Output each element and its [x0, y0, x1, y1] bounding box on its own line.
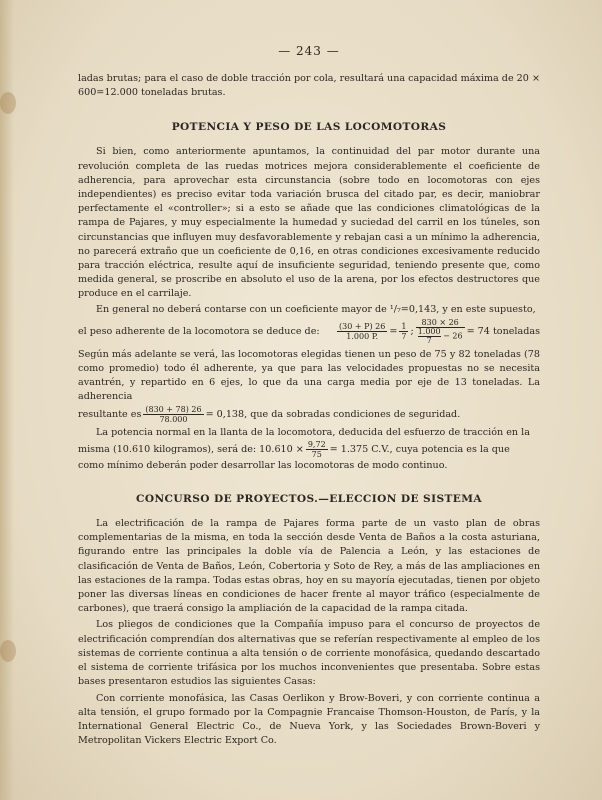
section-title-potencia: POTENCIA Y PESO DE LAS LOCOMOTORAS	[171, 121, 447, 134]
intro-paragraph: ladas brutas; para el caso de doble tracción por cola, resultará una capacidad máxima de 20 × 600=12.000 toneladas brutas.	[78, 73, 540, 99]
fraction	[143, 405, 203, 424]
paper-stain	[0, 92, 16, 114]
nested-tail: − 26	[443, 331, 463, 341]
fraction	[399, 322, 408, 341]
fraction	[306, 440, 328, 459]
fraction-numerator: (830 + 78) 26	[145, 404, 202, 414]
paragraph-potencia-end: como mínimo deberán poder desarrollar las locomotoras de modo continuo.	[78, 459, 448, 471]
formula-result: = 74 toneladas	[466, 325, 540, 337]
fraction-numerator: (30 + P) 26	[339, 321, 386, 331]
paragraph-pliegos: Los pliegos de condiciones que la Compañía impuso para el concurso de proyectos de electrificación comprendían dos alternativas que se referían respectivamente al empleo de los sistemas de corriente continua a alta tensión o de corriente monofásica, quedando descartado el sistema de corriente trifásica por los muchos inconvenientes que presentaba. Sobre estas bases presentaron estudios las siguientes Casas:	[78, 619, 540, 688]
paragraph-adherencia: Si bien, como anteriormente apuntamos, la continuidad del par motor durante una revolución completa de las ruedas motrices mejora considerablemente el coeficiente de adherencia, para aprovechar esta circunstancia (sobre todo en locomotoras con ejes independientes) es preciso evitar toda variación brusca del citado par, es decir, maniobrar perfectamente el «controller»; si a esto se añade que las condiciones climatológicas de la rampa de Pajares, y muy especialmente la humedad y suciedad del carril en los túneles, son circunstancias que influyen muy desfavorablemente y rebajan casi a un mínimo la adherencia, no parecerá extraño que un coeficiente de 0,16, en otras condiciones excesivamente reducido para tracción eléctrica, resulte aquí de insuficiente seguridad, teniendo presente que, como medida general, se proscribe en absoluto el uso de la arena, por los efectos destructores que produce en el carrilaje.	[78, 146, 540, 300]
fraction-denominator: 7	[401, 331, 407, 341]
formula-peso-adherente	[78, 318, 540, 345]
formula-tail: = 0,138, que da sobradas condiciones de seguridad.	[205, 408, 461, 420]
paragraph-locomotoras: Según más adelante se verá, las locomotoras elegidas tienen un peso de 75 y 82 toneladas (78 como promedio) todo él adherente, ya que para las velocidades propuestas no se necesita avantrén, y repartido en 6 ejes, lo que da una carga media por eje de 13 toneladas. La adherencia	[78, 348, 540, 403]
fraction-numerator: 830 × 26	[416, 318, 465, 328]
fraction-denominator: 78.000	[159, 414, 188, 424]
fraction	[337, 322, 387, 341]
nested-numerator: 1.000	[417, 326, 441, 336]
formula-adherencia-resultante	[78, 405, 540, 424]
fraction-denominator: 75	[311, 449, 322, 459]
formula-potencia	[78, 440, 540, 459]
fraction-numerator: 1	[401, 321, 407, 331]
formula-tail: = 1.375 C.V., cuya potencia es la que	[329, 443, 510, 455]
section-title-concurso: CONCURSO DE PROYECTOS.—ELECCION DE SISTEMA	[136, 493, 482, 506]
fraction-denominator: 1.000 P.	[346, 331, 379, 341]
formula-label: el peso adherente de la locomotora se deduce de:	[78, 325, 320, 337]
paper-stain	[0, 640, 16, 662]
page-number: — 243 —	[278, 44, 340, 58]
formula-expression	[335, 318, 540, 345]
compound-fraction	[416, 318, 465, 345]
equals-sign: =	[389, 325, 398, 337]
paragraph-potencia-llanta: La potencia normal en la llanta de la locomotora, deducida del esfuerzo de tracción en la	[96, 426, 530, 438]
fraction-denominator	[416, 328, 465, 345]
page-content	[78, 44, 540, 748]
nested-denominator: 7	[426, 335, 432, 345]
fraction-numerator: 9,72	[307, 439, 326, 449]
paragraph-casas: Con corriente monofásica, las Casas Oerlikon y Brow-Boveri, y con corriente continua a alta tensión, el grupo formado por la Compagnie Francaise Thomson-Houston, de París, y la International General Electric Co., de Nueva York, y las Sociedades Brown-Boveri y Metropolitan Vickers Electric Export Co.	[78, 692, 540, 747]
paragraph-electrificacion: La electrificación de la rampa de Pajares forma parte de un vasto plan de obras complementarias de la misma, en toda la sección desde Venta de Baños a la costa asturiana, figurando entre las principales la doble vía de Palencia a León, y las estaciones de clasificación de Venta de Baños, León, Cobertoria y Soto de Rey, a más de las ampliaciones en las estaciones de la rampa. Todas estas obras, hoy en su mayoría ejecutadas, tienen por objeto poner las diversas líneas en condiciones de hacer frente al mayor tráfico (especialmente de carbones), que traerá consigo la ampliación de la capacidad de la rampa citada.	[78, 518, 540, 615]
formula-label: resultante es	[78, 408, 142, 420]
separator: ;	[410, 325, 414, 337]
paragraph-coeficiente: En general no deberá contarse con un coeficiente mayor de ¹/₇=0,143, y en este supuesto,	[96, 303, 536, 315]
formula-label: misma (10.610 kilogramos), será de: 10.610 ×	[78, 443, 304, 455]
